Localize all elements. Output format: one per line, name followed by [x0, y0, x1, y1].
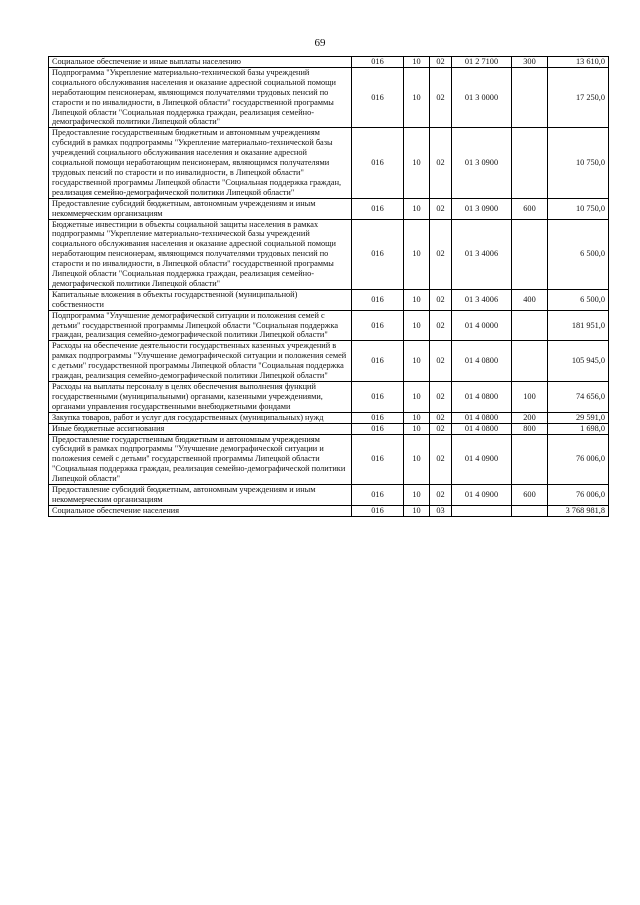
target-article-cell: 01 3 4006 [452, 289, 512, 310]
expense-type-cell [512, 128, 548, 198]
section-code-cell: 10 [404, 289, 430, 310]
target-article-cell: 01 4 0900 [452, 485, 512, 506]
amount-cell: 29 591,0 [548, 412, 609, 423]
item-name-cell: Предоставление субсидий бюджетным, автономным учреждениям и иным некоммерческим организациям [49, 198, 352, 219]
amount-cell: 76 006,0 [548, 485, 609, 506]
amount-cell: 1 698,0 [548, 423, 609, 434]
subsection-code-cell: 02 [430, 412, 452, 423]
section-code-cell: 10 [404, 128, 430, 198]
section-code-cell: 10 [404, 434, 430, 485]
section-code-cell: 10 [404, 382, 430, 413]
expense-type-cell [512, 310, 548, 341]
table-row [49, 382, 609, 413]
expense-type-cell [512, 219, 548, 289]
section-code-cell: 10 [404, 310, 430, 341]
item-name-cell: Иные бюджетные ассигнования [49, 423, 352, 434]
item-name-cell: Бюджетные инвестиции в объекты социальной защиты населения в рамках подпрограммы "Укрепление материально-технической базы учреждений социального обслуживания населения и оказание адресной социальной помощи неработающим пенсионерам, являющимся получателями трудовых пенсий по старости и по инвалидности, в Липецкой области" государственной программы Липецкой области "Социальная поддержка граждан, реализация семейно-демографической политики Липецкой области" [49, 219, 352, 289]
ministry-code-cell: 016 [352, 289, 404, 310]
table-row [49, 198, 609, 219]
expense-type-cell: 600 [512, 198, 548, 219]
item-name-cell: Закупка товаров, работ и услуг для государственных (муниципальных) нужд [49, 412, 352, 423]
expense-type-cell: 800 [512, 423, 548, 434]
amount-cell: 17 250,0 [548, 67, 609, 127]
section-code-cell: 10 [404, 341, 430, 382]
ministry-code-cell: 016 [352, 219, 404, 289]
table-row [49, 423, 609, 434]
subsection-code-cell: 02 [430, 310, 452, 341]
expense-type-cell [512, 434, 548, 485]
section-code-cell: 10 [404, 219, 430, 289]
target-article-cell: 01 3 0900 [452, 198, 512, 219]
target-article-cell: 01 4 0900 [452, 434, 512, 485]
expense-type-cell: 600 [512, 485, 548, 506]
section-code-cell: 10 [404, 67, 430, 127]
budget-table [48, 56, 609, 517]
amount-cell: 6 500,0 [548, 289, 609, 310]
ministry-code-cell: 016 [352, 341, 404, 382]
ministry-code-cell: 016 [352, 67, 404, 127]
subsection-code-cell: 02 [430, 485, 452, 506]
amount-cell: 76 006,0 [548, 434, 609, 485]
section-code-cell: 10 [404, 485, 430, 506]
amount-cell: 105 945,0 [548, 341, 609, 382]
subsection-code-cell: 02 [430, 289, 452, 310]
subsection-code-cell: 02 [430, 434, 452, 485]
amount-cell: 74 656,0 [548, 382, 609, 413]
expense-type-cell: 200 [512, 412, 548, 423]
subsection-code-cell: 02 [430, 128, 452, 198]
ministry-code-cell: 016 [352, 434, 404, 485]
item-name-cell: Предоставление субсидий бюджетным, автономным учреждениям и иным некоммерческим организациям [49, 485, 352, 506]
amount-cell: 6 500,0 [548, 219, 609, 289]
ministry-code-cell: 016 [352, 412, 404, 423]
table-row [49, 57, 609, 68]
amount-cell: 181 951,0 [548, 310, 609, 341]
ministry-code-cell: 016 [352, 57, 404, 68]
expense-type-cell: 100 [512, 382, 548, 413]
item-name-cell: Подпрограмма "Укрепление материально-технической базы учреждений социального обслуживания населения и оказание адресной социальной помощи неработающим пенсионерам, являющимся получателями трудовых пенсий по старости и по инвалидности, в Липецкой области" государственной программы Липецкой области "Социальная поддержка граждан, реализация семейно-демографической политики Липецкой области" [49, 67, 352, 127]
table-row [49, 341, 609, 382]
target-article-cell [452, 505, 512, 516]
item-name-cell: Социальное обеспечение населения [49, 505, 352, 516]
target-article-cell: 01 3 4006 [452, 219, 512, 289]
section-code-cell: 10 [404, 505, 430, 516]
target-article-cell: 01 4 0800 [452, 341, 512, 382]
target-article-cell: 01 3 0900 [452, 128, 512, 198]
subsection-code-cell: 02 [430, 341, 452, 382]
target-article-cell: 01 4 0800 [452, 382, 512, 413]
table-row [49, 505, 609, 516]
expense-type-cell: 400 [512, 289, 548, 310]
table-row [49, 289, 609, 310]
item-name-cell: Расходы на обеспечение деятельности государственных казенных учреждений в рамках подпрограммы "Улучшение демографической ситуации и положения семей с детьми" государственной программы Липецкой области "Социальная поддержка граждан, реализация семейно-демографической политики Липецкой области" [49, 341, 352, 382]
section-code-cell: 10 [404, 198, 430, 219]
expense-type-cell [512, 341, 548, 382]
section-code-cell: 10 [404, 423, 430, 434]
subsection-code-cell: 02 [430, 219, 452, 289]
expense-type-cell [512, 505, 548, 516]
target-article-cell: 01 4 0800 [452, 412, 512, 423]
item-name-cell: Расходы на выплаты персоналу в целях обеспечения выполнения функций государственными (муниципальными) органами, казенными учреждениями, органами управления государственными внебюджетными фондами [49, 382, 352, 413]
subsection-code-cell: 02 [430, 382, 452, 413]
target-article-cell: 01 4 0000 [452, 310, 512, 341]
ministry-code-cell: 016 [352, 128, 404, 198]
ministry-code-cell: 016 [352, 382, 404, 413]
section-code-cell: 10 [404, 412, 430, 423]
item-name-cell: Предоставление государственным бюджетным и автономным учреждениям субсидий в рамках подпрограммы "Укрепление материально-технической базы учреждений социального обслуживания населения и оказание адресной социальной помощи неработающим пенсионерам, являющимся получателями трудовых пенсий по старости и по инвалидности, в Липецкой области" государственной программы Липецкой области "Социальная поддержка граждан, реализация семейно-демографической политики Липецкой области" [49, 128, 352, 198]
target-article-cell: 01 4 0800 [452, 423, 512, 434]
section-code-cell: 10 [404, 57, 430, 68]
ministry-code-cell: 016 [352, 423, 404, 434]
subsection-code-cell: 02 [430, 67, 452, 127]
table-body [49, 57, 609, 517]
ministry-code-cell: 016 [352, 310, 404, 341]
ministry-code-cell: 016 [352, 485, 404, 506]
page-number: 69 [314, 37, 326, 49]
target-article-cell: 01 2 7100 [452, 57, 512, 68]
item-name-cell: Предоставление государственным бюджетным и автономным учреждениям субсидий в рамках подпрограммы "Улучшение демографической ситуации и положения семей с детьми" государственной программы Липецкой области "Социальная поддержка граждан, реализация семейно-демографической политики Липецкой области" [49, 434, 352, 485]
table-row [49, 434, 609, 485]
item-name-cell: Подпрограмма "Улучшение демографической ситуации и положения семей с детьми" государственной программы Липецкой области "Социальная поддержка граждан, реализация семейно-демографической политики Липецкой области" [49, 310, 352, 341]
item-name-cell: Социальное обеспечение и иные выплаты населению [49, 57, 352, 68]
ministry-code-cell: 016 [352, 505, 404, 516]
table-row [49, 128, 609, 198]
table-row [49, 485, 609, 506]
amount-cell: 13 610,0 [548, 57, 609, 68]
subsection-code-cell: 02 [430, 57, 452, 68]
ministry-code-cell: 016 [352, 198, 404, 219]
subsection-code-cell: 02 [430, 198, 452, 219]
amount-cell: 10 750,0 [548, 198, 609, 219]
table-row [49, 412, 609, 423]
table-row [49, 219, 609, 289]
subsection-code-cell: 03 [430, 505, 452, 516]
table-row [49, 310, 609, 341]
amount-cell: 3 768 981,8 [548, 505, 609, 516]
amount-cell: 10 750,0 [548, 128, 609, 198]
expense-type-cell: 300 [512, 57, 548, 68]
item-name-cell: Капитальные вложения в объекты государственной (муниципальной) собственности [49, 289, 352, 310]
expense-type-cell [512, 67, 548, 127]
subsection-code-cell: 02 [430, 423, 452, 434]
target-article-cell: 01 3 0000 [452, 67, 512, 127]
table-row [49, 67, 609, 127]
